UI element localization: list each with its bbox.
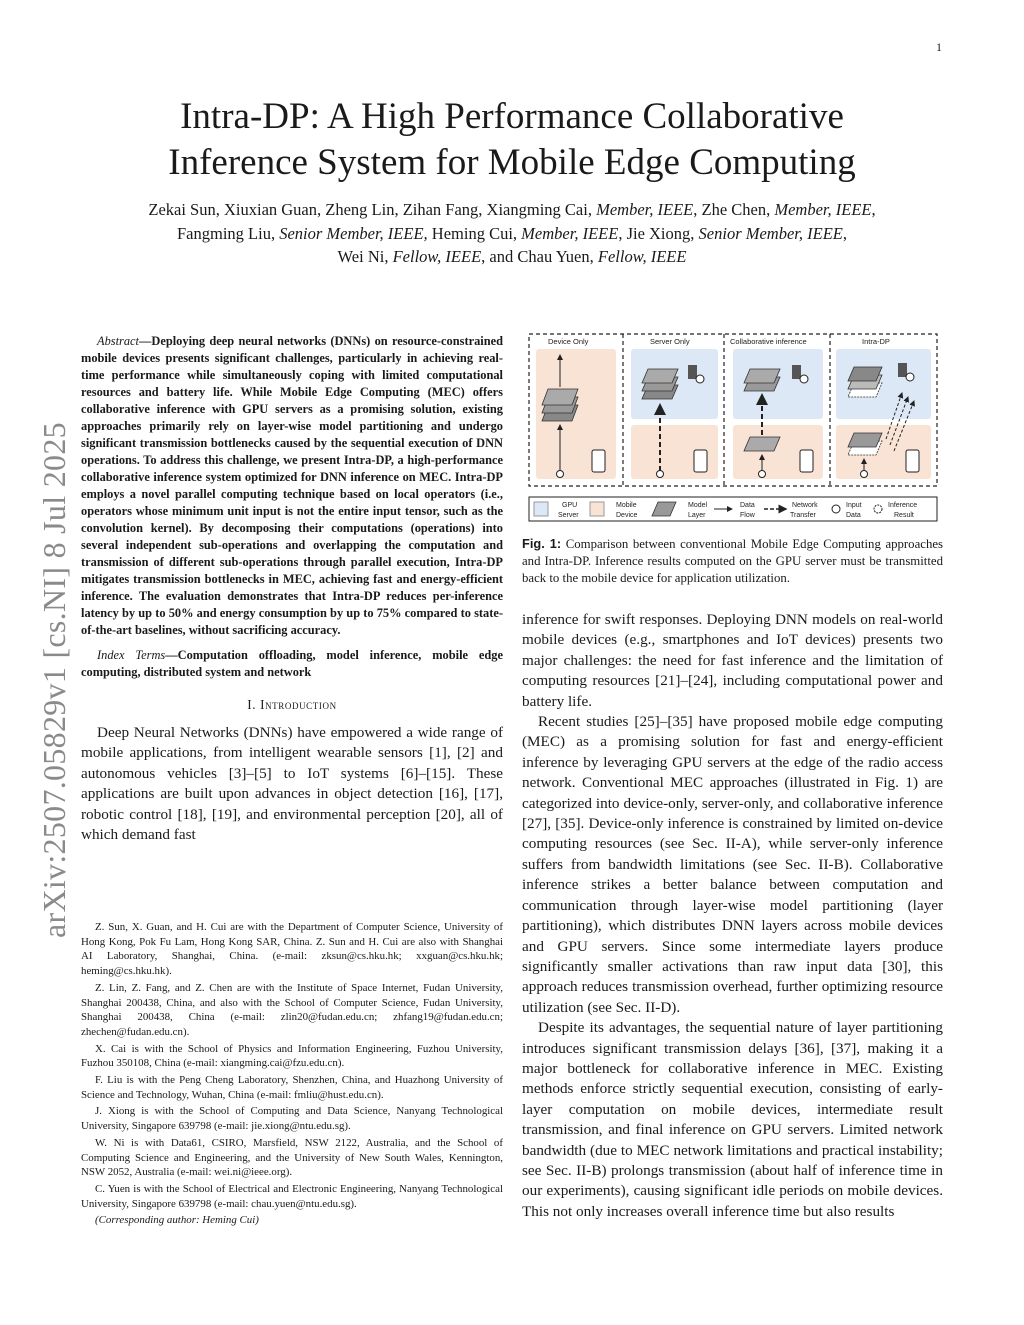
model-layer-icon bbox=[848, 433, 882, 447]
legend-label: Network bbox=[792, 502, 818, 509]
legend-label: Transfer bbox=[790, 512, 816, 519]
legend-label: Layer bbox=[688, 512, 706, 519]
footnote: C. Yuen is with the School of Electrical and Electronic Engineering, Nanyang Technological University, Singapore 639798 (e-mail: chau.yuen@ntu.edu.sg). bbox=[81, 1182, 503, 1210]
paper-title bbox=[100, 94, 924, 186]
mobile-device-icon bbox=[592, 450, 605, 472]
author-names: Zekai Sun, Xiuxian Guan, Zheng Lin, Zihan Fang, Xiangming Cai, bbox=[148, 200, 597, 219]
legend-label: Data bbox=[846, 512, 861, 519]
legend-label: Device bbox=[616, 512, 638, 519]
intro-paragraph: Deep Neural Networks (DNNs) have empowered a wide range of mobile applications, from intelligent wearable sensors [1], [2] and autonomous vehicles [3]–[5] to IoT systems [6]–[15]. These applications are built upon advances in object detection [16], [17], robotic control [18], [19], and environmental perception [20], all of which demand fast bbox=[81, 724, 503, 844]
legend-label: GPU bbox=[562, 502, 578, 509]
page-number: 1 bbox=[936, 40, 942, 54]
gpu-server-icon bbox=[688, 365, 697, 379]
author-names: Heming Cui, bbox=[427, 223, 522, 243]
mobile-device-icon bbox=[906, 450, 919, 472]
model-layer-icon bbox=[744, 437, 780, 451]
panel-title-intra-dp: Intra-DP bbox=[862, 337, 890, 346]
legend-label: Data bbox=[740, 502, 755, 509]
body-paragraph: inference for swift responses. Deploying DNN models on real-world mobile devices (e.g., smartphones and IoT devices) presents two major challenges: the need for fast inference and the limitation of computing resources [21]–[24], including computational power and battery life. bbox=[522, 611, 943, 710]
left-column bbox=[81, 333, 503, 845]
footnote: J. Xiong is with the School of Computing and Data Science, Nanyang Technological University, Singapore 639798 (e-mail: jie.xiong@ntu.edu.sg). bbox=[81, 1105, 503, 1133]
index-terms-text: —Computation offloading, model inference, mobile edge computing, distributed system and network bbox=[81, 648, 503, 679]
legend-inference-result-icon bbox=[874, 505, 882, 513]
mobile-device-icon bbox=[800, 450, 813, 472]
abstract bbox=[81, 333, 503, 639]
input-data-icon bbox=[557, 471, 564, 478]
legend-label: Model bbox=[688, 502, 708, 509]
legend-input-data-icon bbox=[832, 505, 840, 513]
abstract-label: Abstract bbox=[97, 334, 139, 348]
author-names: , Zhe Chen, bbox=[693, 200, 775, 219]
server-region bbox=[733, 349, 823, 419]
author-names: Fangming Liu, bbox=[176, 223, 280, 243]
gpu-server-icon bbox=[898, 363, 907, 377]
author-line bbox=[80, 245, 944, 269]
author-membership: Member, IEEE bbox=[774, 200, 872, 219]
author-membership: Member, IEEE bbox=[521, 223, 619, 243]
legend-label: Result bbox=[894, 512, 914, 519]
legend-label: Inference bbox=[888, 502, 918, 509]
figure-1-diagram bbox=[528, 333, 938, 523]
globe-icon bbox=[906, 373, 914, 381]
model-layer-icon bbox=[542, 389, 578, 405]
section-number: I. bbox=[247, 697, 257, 712]
panel-title-device-only: Device Only bbox=[548, 337, 589, 346]
author-names: , Jie Xiong, bbox=[618, 223, 699, 243]
input-data-icon bbox=[657, 471, 664, 478]
input-data-icon bbox=[861, 471, 868, 478]
index-terms-label: Index Terms bbox=[97, 648, 166, 662]
legend-label: Mobile bbox=[616, 502, 637, 509]
footnote: Z. Lin, Z. Fang, and Z. Chen are with the Institute of Space Internet, Fudan University, Shanghai 200438, China, and also with the School of Computer Science, Fudan University, Shanghai 200438, China (e-mail: zlin20@fudan.edu.cn; zhfang19@fudan.edu.cn; zhechen@fudan.edu.cn). bbox=[81, 981, 503, 1038]
author-names: , bbox=[842, 223, 847, 243]
author-list bbox=[80, 198, 944, 269]
globe-icon bbox=[696, 375, 704, 383]
author-membership: Fellow, IEEE bbox=[597, 247, 687, 266]
gpu-server-icon bbox=[792, 365, 801, 379]
author-membership: Senior Member, IEEE bbox=[698, 223, 843, 243]
index-terms bbox=[81, 647, 503, 681]
model-layer-icon bbox=[744, 369, 780, 383]
legend-label: Server bbox=[558, 512, 579, 519]
model-layer-icon bbox=[642, 369, 678, 383]
corresponding-author-note: (Corresponding author: Heming Cui) bbox=[95, 1214, 259, 1227]
footnote: Z. Sun, X. Guan, and H. Cui are with the Department of Computer Science, University of Hong Kong, Pok Fu Lam, Hong Kong SAR, China. Z. Sun and H. Cui are also with Shanghai AI Laboratory, Shanghai, China. (e-mail: zksun@cs.hku.hk; xxguan@cs.hku.hk; heming@cs.hku.hk). bbox=[81, 921, 503, 978]
right-column bbox=[522, 610, 943, 1222]
author-membership: Senior Member, IEEE, bbox=[279, 223, 428, 243]
caption-label: Fig. 1: bbox=[522, 536, 562, 551]
mobile-device-icon bbox=[694, 450, 707, 472]
footnote: W. Ni is with Data61, CSIRO, Marsfield, NSW 2122, Australia, and the School of Computing Science and Engineering, and the University of New South Wales, Kennington, NSW 2052, Australia (e-mail: wei.ni@ieee.org). bbox=[81, 1136, 503, 1179]
figure-caption bbox=[522, 535, 943, 587]
panel-title-collaborative: Collaborative inference bbox=[730, 337, 807, 346]
footnote: X. Cai is with the School of Physics and Information Engineering, Fuzhou University, Fuzhou 350108, China (e-mail: xiangming.cai@fzu.edu.cn). bbox=[81, 1042, 503, 1070]
model-layer-icon bbox=[848, 367, 882, 381]
author-line bbox=[80, 222, 944, 246]
legend-swatch-device bbox=[590, 502, 604, 516]
body-paragraph: Despite its advantages, the sequential nature of layer partitioning introduces significant transmission delays [36], [37], making it a major bottleneck for collaborative inference in MEC. Existing methods enforce strictly sequential execution, consisting of early-layer computation on mobile devices, intermediate result transmission, and final inference on GPU servers. Limited network bandwidth (due to MEC network limitations and practical instability; see Sec. II-B) prolongs transmission (about half of inference time in our experiments), causing significant idle periods on mobile devices. This not only increases overall inference time but also results bbox=[522, 1019, 943, 1220]
abstract-text: —Deploying deep neural networks (DNNs) on resource-constrained mobile devices presents significant challenges, particularly in achieving real-time performance while simultaneously coping with limited computational resources and battery life. While Mobile Edge Computing (MEC) offers collaborative inference with GPU servers as a promising solution, existing approaches primarily rely on layer-wise model partitioning and undergo significant transmission bottlenecks caused by the sequential execution of DNN operations. To address this challenge, we present Intra-DP, a high-performance collaborative inference system optimized for DNN inference on MEC. Intra-DP employs a novel parallel computing technique based on local operators (i.e., operators whose minimum unit input is not the entire input tensor, such as the convolution kernel). By decomposing their computations (operations) into several independent sub-operations and overlapping the computation and transmission of different sub-operations through parallel execution, Intra-DP mitigates transmission bottlenecks in MEC, achieving fast and energy-efficient inference. The evaluation demonstrates that Intra-DP reduces per-inference latency by up to 50% and energy consumption by up to 75% compared to state-of-the-art baselines, without sacrificing accuracy. bbox=[81, 334, 503, 637]
author-footnotes bbox=[81, 920, 503, 1230]
globe-icon bbox=[800, 375, 808, 383]
title-line: Inference System for Mobile Edge Computing bbox=[168, 142, 856, 183]
input-data-icon bbox=[759, 471, 766, 478]
author-names: , and Chau Yuen, bbox=[481, 247, 598, 266]
title-line: Intra-DP: A High Performance Collaborative bbox=[180, 96, 844, 137]
footnote: F. Liu is with the Peng Cheng Laboratory, Shenzhen, China, and Huazhong University of Science and Technology, Wuhan, China (e-mail: fmliu@hust.edu.cn). bbox=[81, 1074, 503, 1101]
author-names: , bbox=[871, 200, 876, 219]
section-heading bbox=[81, 697, 503, 713]
legend-swatch-server bbox=[534, 502, 548, 516]
section-title: Introduction bbox=[260, 697, 337, 712]
arxiv-identifier: arXiv:2507.05829v1 [cs.NI] 8 Jul 2025 bbox=[36, 422, 72, 938]
caption-text: Comparison between conventional Mobile Edge Computing approaches and Intra-DP. Inference results computed on the GPU server must be transmitted back to the mobile device for application utilization. bbox=[522, 537, 944, 585]
author-line bbox=[80, 198, 944, 222]
author-membership: Member, IEEE bbox=[596, 200, 694, 219]
legend-label: Input bbox=[846, 502, 862, 509]
panel-title-server-only: Server Only bbox=[650, 337, 690, 346]
legend-label: Flow bbox=[740, 512, 755, 519]
author-membership: Fellow, IEEE bbox=[392, 247, 482, 266]
body-paragraph: Recent studies [25]–[35] have proposed mobile edge computing (MEC) as a promising solution for fast and energy-efficient inference by leveraging GPU servers at the edge of the radio access network. Conventional MEC approaches (illustrated in Fig. 1) are categorized into device-only, server-only, and collaborative inference [27], [35]. Device-only inference is constrained by limited on-device computing resources (see Sec. II-A), while server-only inference suffers from bandwidth limitations (see Sec. II-B). Collaborative inference strikes a better balance between computation and communication through layer-wise model partitioning (layer partitioning), which distributes DNN layers across mobile devices and GPU servers. Since some intermediate layers produce significantly smaller activations than raw input data [30], this approach reduces transmission overhead, further optimizing resource utilization (see Sec. II-D). bbox=[522, 713, 943, 1016]
author-names: Wei Ni, bbox=[337, 247, 393, 266]
